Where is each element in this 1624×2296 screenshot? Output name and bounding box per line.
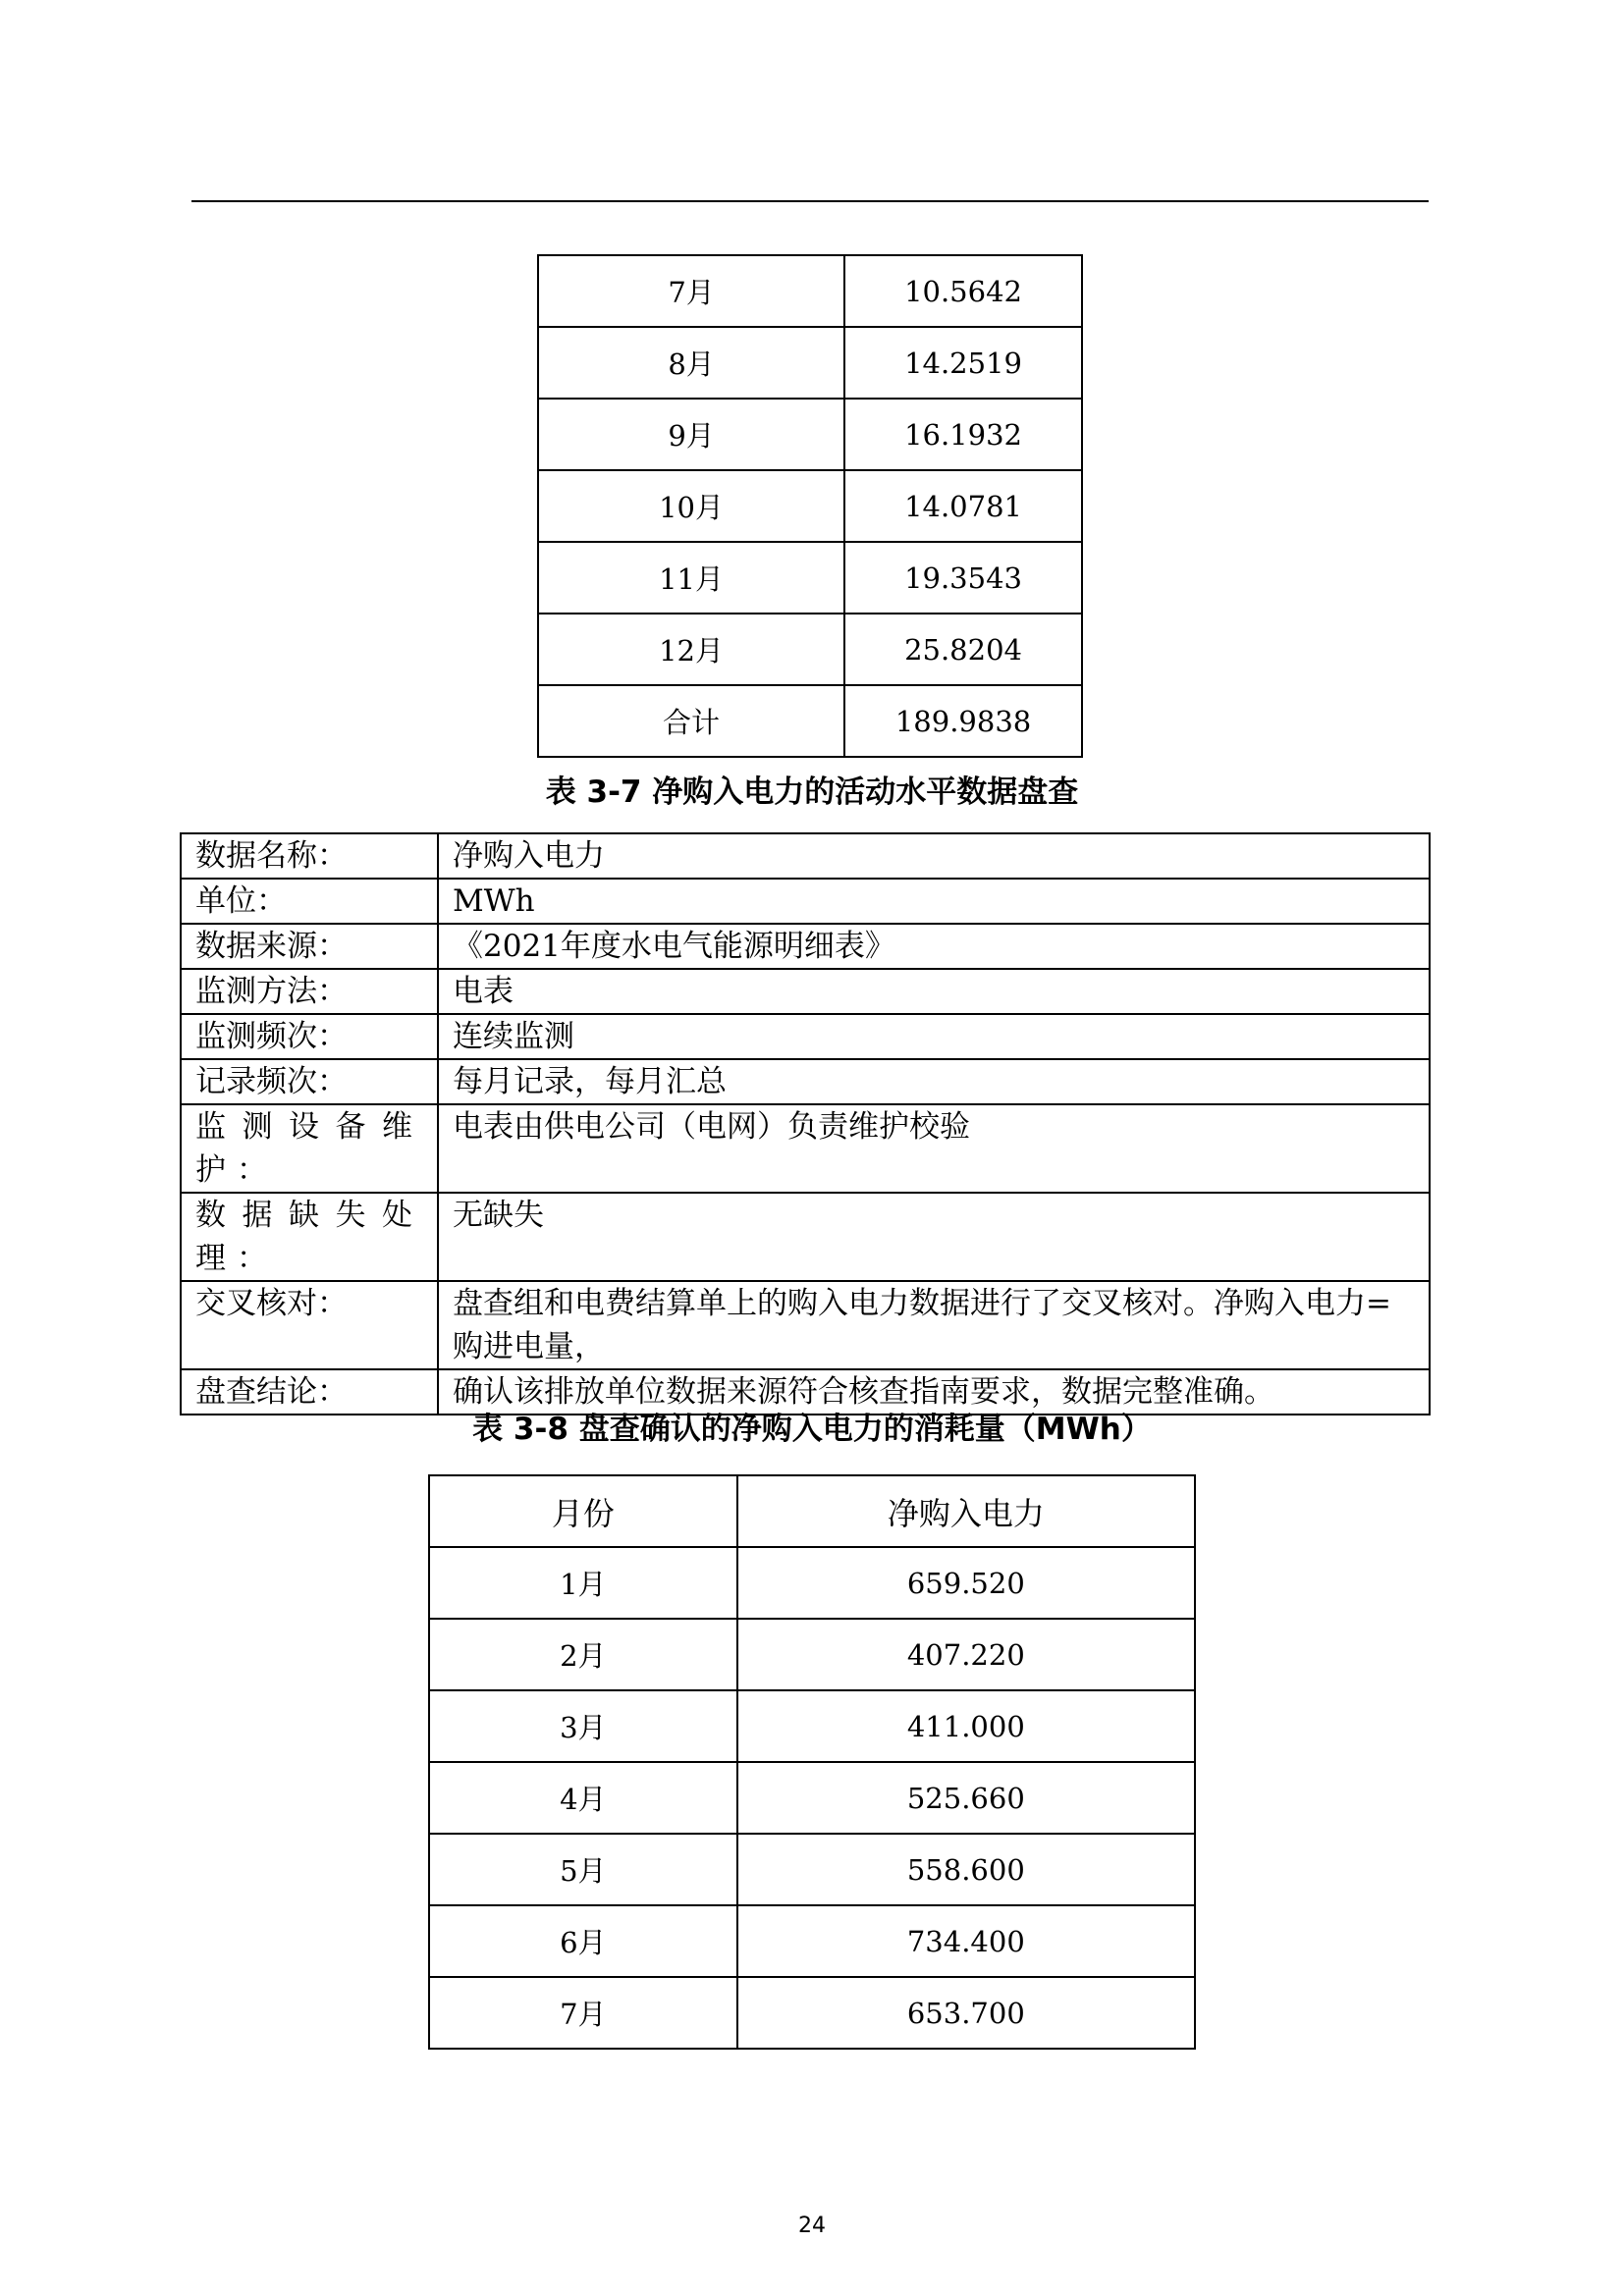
table-row <box>429 1834 1195 1905</box>
month-cell: 11月 <box>538 542 844 614</box>
row-value: 净购入电力 <box>438 833 1430 879</box>
month-cell: 2月 <box>429 1619 737 1690</box>
table-row <box>538 470 1082 542</box>
row-label: 交叉核对： <box>181 1281 438 1369</box>
row-label: 数据名称： <box>181 833 438 879</box>
page-number: 24 <box>798 2214 826 2238</box>
table-row <box>538 327 1082 399</box>
row-label: 盘查结论： <box>181 1369 438 1415</box>
table-row <box>538 255 1082 327</box>
value-cell: 14.2519 <box>844 327 1082 399</box>
row-value: 盘查组和电费结算单上的购入电力数据进行了交叉核对。净购入电力=购进电量， <box>438 1281 1430 1369</box>
table-row <box>181 1104 1430 1193</box>
row-value: 每月记录，每月汇总 <box>438 1059 1430 1104</box>
month-cell: 7月 <box>538 255 844 327</box>
table-row <box>181 879 1430 924</box>
table-3-8-caption: 表 3-8 盘查确认的净购入电力的消耗量（MWh） <box>472 1412 1152 1447</box>
table-row <box>181 1369 1430 1415</box>
value-cell: 16.1932 <box>844 399 1082 470</box>
table-row <box>429 1762 1195 1834</box>
table-row <box>538 542 1082 614</box>
month-cell: 1月 <box>429 1547 737 1619</box>
month-cell: 5月 <box>429 1834 737 1905</box>
month-cell: 6月 <box>429 1905 737 1977</box>
table-row-total <box>538 685 1082 757</box>
value-cell: 407.220 <box>737 1619 1195 1690</box>
month-cell: 9月 <box>538 399 844 470</box>
table-row <box>538 399 1082 470</box>
value-cell: 558.600 <box>737 1834 1195 1905</box>
table-row <box>429 1619 1195 1690</box>
month-cell: 12月 <box>538 614 844 685</box>
value-cell: 25.8204 <box>844 614 1082 685</box>
table-row <box>429 1547 1195 1619</box>
value-cell: 734.400 <box>737 1905 1195 1977</box>
row-value: 连续监测 <box>438 1014 1430 1059</box>
table-row <box>181 1059 1430 1104</box>
row-label: 单位： <box>181 879 438 924</box>
value-cell: 10.5642 <box>844 255 1082 327</box>
table-header-row <box>429 1475 1195 1547</box>
table-3-7-caption: 表 3-7 净购入电力的活动水平数据盘查 <box>545 774 1079 810</box>
value-cell: 411.000 <box>737 1690 1195 1762</box>
month-cell: 3月 <box>429 1690 737 1762</box>
row-label: 记录频次： <box>181 1059 438 1104</box>
month-cell: 10月 <box>538 470 844 542</box>
value-cell: 653.700 <box>737 1977 1195 2049</box>
header-month: 月份 <box>429 1475 737 1547</box>
table-row <box>429 1690 1195 1762</box>
table-row <box>181 1014 1430 1059</box>
row-value: 电表 <box>438 969 1430 1014</box>
month-cell: 4月 <box>429 1762 737 1834</box>
total-label-cell: 合计 <box>538 685 844 757</box>
value-cell: 19.3543 <box>844 542 1082 614</box>
row-value: MWh <box>438 879 1430 924</box>
row-label: 数据来源： <box>181 924 438 969</box>
table-row <box>181 1281 1430 1369</box>
row-value: 无缺失 <box>438 1193 1430 1281</box>
table-row <box>181 833 1430 879</box>
table-row <box>538 614 1082 685</box>
value-cell: 525.660 <box>737 1762 1195 1834</box>
row-label: 监测设备维护： <box>181 1104 438 1193</box>
value-cell: 14.0781 <box>844 470 1082 542</box>
monthly-table-continued <box>537 254 1083 758</box>
month-cell: 7月 <box>429 1977 737 2049</box>
table-row <box>181 969 1430 1014</box>
row-label: 监测频次： <box>181 1014 438 1059</box>
table-row <box>429 1905 1195 1977</box>
row-label: 数据缺失处理： <box>181 1193 438 1281</box>
row-value: 《2021年度水电气能源明细表》 <box>438 924 1430 969</box>
table-row <box>429 1977 1195 2049</box>
row-value: 电表由供电公司（电网）负责维护校验 <box>438 1104 1430 1193</box>
month-cell: 8月 <box>538 327 844 399</box>
header-rule <box>191 200 1429 202</box>
table-row <box>181 924 1430 969</box>
consumption-table <box>428 1474 1196 2050</box>
value-cell: 659.520 <box>737 1547 1195 1619</box>
header-power: 净购入电力 <box>737 1475 1195 1547</box>
row-value: 确认该排放单位数据来源符合核查指南要求，数据完整准确。 <box>438 1369 1430 1415</box>
row-label: 监测方法： <box>181 969 438 1014</box>
total-value-cell: 189.9838 <box>844 685 1082 757</box>
activity-data-review-table <box>180 832 1431 1415</box>
table-row <box>181 1193 1430 1281</box>
